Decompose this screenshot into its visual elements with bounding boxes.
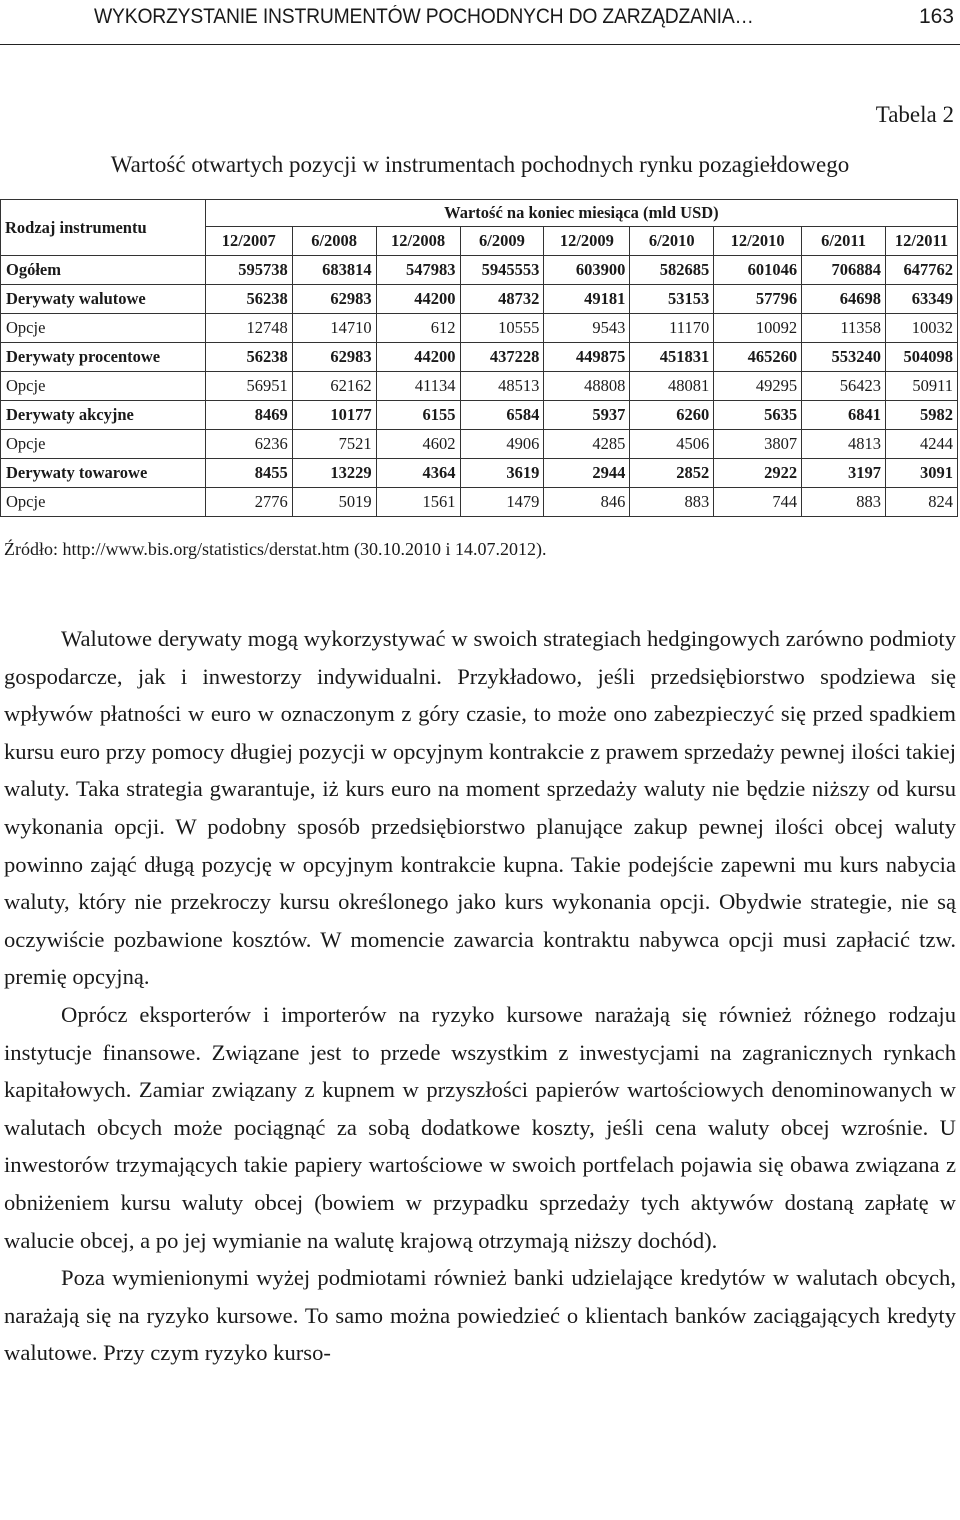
table-cell: 647762 (885, 256, 957, 285)
body-paragraph: Poza wymienionymi wyżej podmiotami również banki udzielające kredytów w walutach obcych, narażają się na ryzyko kursowe. To samo można powiedzieć o klientach banków zaciągających kredyty walutowe. Przy czym ryzyko kurso- (4, 1265, 956, 1366)
group-header-cell: Wartość na koniec miesiąca (mld USD) (205, 200, 957, 227)
row-label: Ogółem (1, 256, 206, 285)
table-cell: 4906 (460, 430, 544, 459)
row-label: Derywaty procentowe (1, 343, 206, 372)
table-cell: 547983 (376, 256, 460, 285)
table-header-row-1 (1, 200, 958, 227)
table-cell: 6155 (376, 401, 460, 430)
table-cell: 595738 (205, 256, 292, 285)
table-cell: 451831 (630, 343, 714, 372)
table-cell: 10092 (714, 314, 802, 343)
table-cell: 3619 (460, 459, 544, 488)
table-cell: 48732 (460, 285, 544, 314)
row-label: Derywaty towarowe (1, 459, 206, 488)
table-cell: 4506 (630, 430, 714, 459)
table-cell: 706884 (802, 256, 886, 285)
table-cell: 4285 (544, 430, 630, 459)
row-label: Opcje (1, 314, 206, 343)
table-row (1, 256, 958, 285)
row-label: Opcje (1, 430, 206, 459)
table-title: Wartość otwartych pozycji w instrumentach pochodnych rynku pozagiełdowego (110, 152, 850, 177)
table-cell: 603900 (544, 256, 630, 285)
table-cell: 2776 (205, 488, 292, 517)
table-cell: 62983 (292, 285, 376, 314)
derivatives-table (0, 199, 958, 517)
row-header-cell: Rodzaj instrumentu (1, 200, 206, 256)
table-cell: 56238 (205, 285, 292, 314)
body-text (4, 620, 956, 1372)
table-cell: 2852 (630, 459, 714, 488)
table-row (1, 459, 958, 488)
table-cell: 12748 (205, 314, 292, 343)
table-cell: 5937 (544, 401, 630, 430)
body-paragraph: Walutowe derywaty mogą wykorzystywać w swoich strategiach hedgingowych zarówno podmioty gospodarcze, jak i inwestorzy indywidualni. Przykładowo, jeśli przedsiębiorstwo spodziewa się wpływów płatności w euro w oznaczonym z góry czasie, to może ono zabezpieczyć się przed spadkiem kursu euro przy pomocy długiej pozycji w opcyjnym kontrakcie z prawem sprzedaży pewnej ilości takiej waluty. Taka strategia gwarantuje, iż kurs euro na moment sprzedaży waluty nie będzie niższy od kursu wykonania opcji. W podobny sposób przedsiębiorstwo planujące zakup pewnej ilości obcej waluty powinno zająć długą pozycję w opcyjnym kontrakcie kupna. Takie podejście zapewni mu kurs nabycia waluty, który nie przekroczy kursu określonego jako kurs wykonania opcji. Obydwie strategie, nie są oczywiście pozbawione kosztów. W momencie zawarcia kontraktu nabywca opcji musi zapłacić tzw. premię opcyjną. (4, 626, 956, 990)
table-cell: 56238 (205, 343, 292, 372)
table-cell: 5982 (885, 401, 957, 430)
table-cell: 824 (885, 488, 957, 517)
table-body (1, 256, 958, 517)
table-cell: 612 (376, 314, 460, 343)
table-cell: 883 (802, 488, 886, 517)
table-cell: 449875 (544, 343, 630, 372)
table-cell: 846 (544, 488, 630, 517)
table-cell: 49181 (544, 285, 630, 314)
table-row (1, 372, 958, 401)
table-cell: 10555 (460, 314, 544, 343)
table-cell: 437228 (460, 343, 544, 372)
table-cell: 4813 (802, 430, 886, 459)
table-cell: 582685 (630, 256, 714, 285)
table-cell: 48081 (630, 372, 714, 401)
column-header: 6/2008 (292, 227, 376, 256)
column-header: 12/2008 (376, 227, 460, 256)
table-row (1, 401, 958, 430)
table-cell: 49295 (714, 372, 802, 401)
table-cell: 883 (630, 488, 714, 517)
table-cell: 553240 (802, 343, 886, 372)
table-cell: 14710 (292, 314, 376, 343)
table-cell: 48513 (460, 372, 544, 401)
table-cell: 62983 (292, 343, 376, 372)
column-header: 6/2011 (802, 227, 886, 256)
row-label: Opcje (1, 372, 206, 401)
table-cell: 9543 (544, 314, 630, 343)
table-cell: 5019 (292, 488, 376, 517)
table-cell: 4602 (376, 430, 460, 459)
table-cell: 41134 (376, 372, 460, 401)
table-cell: 5635 (714, 401, 802, 430)
table-cell: 744 (714, 488, 802, 517)
column-header: 6/2009 (460, 227, 544, 256)
table-cell: 64698 (802, 285, 886, 314)
table-cell: 10032 (885, 314, 957, 343)
table-cell: 4364 (376, 459, 460, 488)
table-cell: 63349 (885, 285, 957, 314)
table-cell: 3091 (885, 459, 957, 488)
table-cell: 3807 (714, 430, 802, 459)
table-cell: 44200 (376, 343, 460, 372)
table-row (1, 285, 958, 314)
table-cell: 1561 (376, 488, 460, 517)
table-cell: 4244 (885, 430, 957, 459)
running-header (0, 0, 960, 45)
table-label: Tabela 2 (875, 102, 954, 127)
table-cell: 7521 (292, 430, 376, 459)
table-cell: 1479 (460, 488, 544, 517)
column-header: 6/2010 (630, 227, 714, 256)
table-cell: 11358 (802, 314, 886, 343)
table-cell: 44200 (376, 285, 460, 314)
table-row (1, 488, 958, 517)
table-cell: 10177 (292, 401, 376, 430)
table-source: Źródło: http://www.bis.org/statistics/derstat.htm (30.10.2010 i 14.07.2012). (4, 539, 547, 559)
table-cell: 2944 (544, 459, 630, 488)
table-row (1, 314, 958, 343)
table-cell: 56423 (802, 372, 886, 401)
table-cell: 56951 (205, 372, 292, 401)
page-number: 163 (918, 5, 954, 28)
table-cell: 683814 (292, 256, 376, 285)
table-cell: 504098 (885, 343, 957, 372)
table-cell: 2922 (714, 459, 802, 488)
table-cell: 8469 (205, 401, 292, 430)
column-header: 12/2009 (544, 227, 630, 256)
table-cell: 13229 (292, 459, 376, 488)
table-cell: 50911 (885, 372, 957, 401)
table-cell: 6584 (460, 401, 544, 430)
body-paragraph: Oprócz eksporterów i importerów na ryzyko kursowe narażają się również różnego rodzaju instytucje finansowe. Związane jest to przede wszystkim z inwestycjami na zagranicznych rynkach kapitałowych. Zamiar związany z kupnem w przyszłości papierów wartościowych denominowanych w walutach obcych może pociągnąć za sobą dodatkowe koszty, jeśli cena waluty obcej wzrośnie. U inwestorów trzymających takie papiery wartościowe w swoich portfelach pojawia się obawa związana z obniżeniem kursu waluty obcej (bowiem w przypadku sprzedaży tych aktywów dostaną zapłatę w walucie obcej, a po jej wymianie na walutę krajową otrzymają niższy dochód). (4, 1001, 956, 1253)
column-header: 12/2007 (205, 227, 292, 256)
table-row (1, 343, 958, 372)
table-cell: 6260 (630, 401, 714, 430)
row-label: Opcje (1, 488, 206, 517)
table-cell: 6841 (802, 401, 886, 430)
column-header: 12/2011 (885, 227, 957, 256)
table-cell: 5945553 (460, 256, 544, 285)
row-label: Derywaty akcyjne (1, 401, 206, 430)
table-cell: 48808 (544, 372, 630, 401)
table-cell: 601046 (714, 256, 802, 285)
table-cell: 11170 (630, 314, 714, 343)
table-cell: 53153 (630, 285, 714, 314)
table-row (1, 430, 958, 459)
column-header: 12/2010 (714, 227, 802, 256)
table-cell: 465260 (714, 343, 802, 372)
table-cell: 57796 (714, 285, 802, 314)
table-cell: 8455 (205, 459, 292, 488)
row-label: Derywaty walutowe (1, 285, 206, 314)
table-cell: 3197 (802, 459, 886, 488)
running-header-title: WYKORZYSTANIE INSTRUMENTÓW POCHODNYCH DO ZARZĄDZANIA… (94, 5, 754, 28)
table-cell: 62162 (292, 372, 376, 401)
table-cell: 6236 (205, 430, 292, 459)
